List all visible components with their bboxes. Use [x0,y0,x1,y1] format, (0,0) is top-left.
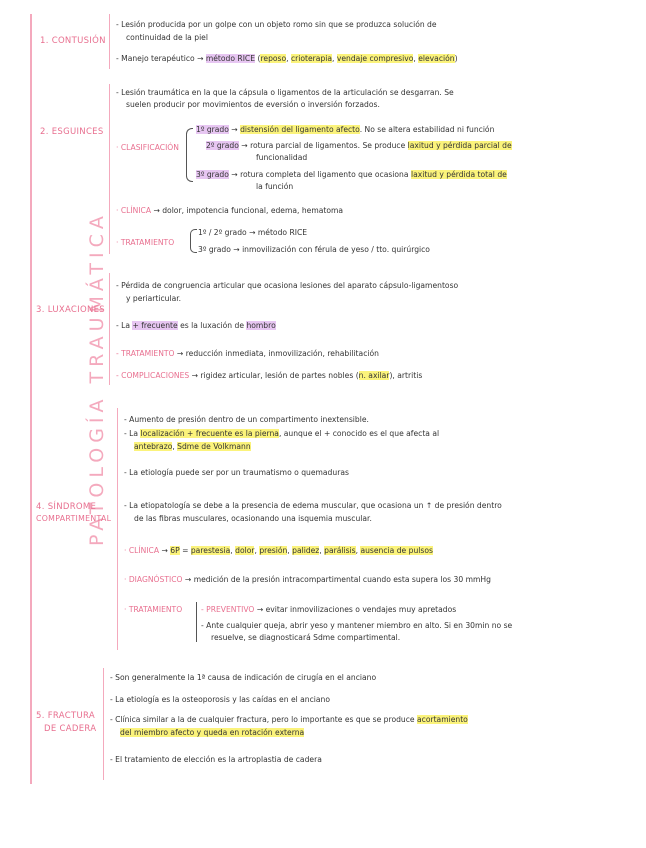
clinic-line: · CLÍNICA → dolor, impotencia funcional, edema, hematoma [116,206,344,215]
note-line: - Pérdida de congruencia articular que ocasiona lesiones del aparato cápsulo-ligamentoso [116,281,459,290]
section-divider [109,273,110,385]
section-heading-esguinces: 2. ESGUINCES [40,127,104,137]
note-line: - El tratamiento de elección es la artroplastia de cadera [110,755,322,764]
treatment-line: - TRATAMIENTO → reducción inmediata, inmovilización, rehabilitación [116,349,379,358]
note-line: antebrazo, Sdme de Volkmann [134,442,251,451]
section-divider [109,84,110,254]
treatment-line: 3º grado → inmovilización con férula de yeso / tto. quirúrgico [198,245,430,254]
section-divider [103,668,104,780]
classification-brace [186,128,193,182]
note-line: - La + frecuente es la luxación de hombro [116,321,276,330]
note-line: de las fibras musculares, ocasionando una isquemia muscular. [134,514,372,523]
grade-2-line: 2º grado → rotura parcial de ligamentos. Se produce laxitud y pérdida parcial de [206,141,512,150]
section-heading-compartimental-2: COMPARTIMENTAL [36,514,112,523]
treatment-label: · TRATAMIENTO [116,238,175,247]
note-line: del miembro afecto y queda en rotación externa [120,728,305,737]
treatment-line: 1º / 2º grado → método RICE [198,228,308,237]
note-line: y periarticular. [126,294,182,303]
grade-1-line: 1º grado → distensión del ligamento afecto. No se altera estabilidad ni función [196,125,495,134]
note-line: - La etiología puede ser por un traumatismo o quemaduras [124,468,349,477]
section-heading-contusion: 1. CONTUSIÓN [40,36,106,46]
note-line: la función [256,182,294,191]
section-divider [117,408,118,650]
section-heading-luxaciones: 3. LUXACIONES [36,305,105,315]
clinic-line: · CLÍNICA → 6P = parestesia, dolor, presión, palidez, parálisis, ausencia de pulsos [124,546,433,555]
diagnosis-line: · DIAGNÓSTICO → medición de la presión intracompartimental cuando esta supera los 30 mmHg [124,575,491,584]
note-line: - La etiología es la osteoporosis y las caídas en el anciano [110,695,331,704]
section-divider [109,14,110,69]
note-line: - La etiopatología se debe a la presencia de edema muscular, que ocasiona un ↑ de presión dentro [124,501,502,510]
note-line: suelen producir por movimientos de eversión o inversión forzados. [126,100,380,109]
treatment-line: resuelve, se diagnosticará Sdme compartimental. [211,633,401,642]
grade-3-line: 3º grado → rotura completa del ligamento que ocasiona laxitud y pérdida total de [196,170,507,179]
note-line: - Lesión producida por un golpe con un objeto romo sin que se produzca solución de [116,20,437,29]
note-line: - Aumento de presión dentro de un compartimento inextensible. [124,415,369,424]
section-heading-compartimental: 4. SÍNDROME [36,502,97,512]
classification-label: · CLASIFICACIÓN [116,143,179,152]
note-line: continuidad de la piel [126,33,208,42]
treatment-line: - Ante cualquier queja, abrir yeso y mantener miembro en alto. Si en 30min no se [201,621,513,630]
note-line: - Clínica similar a la de cualquier fractura, pero lo importante es que se produce acortamiento [110,715,468,724]
complications-line: - COMPLICACIONES → rigidez articular, lesión de partes nobles (n. axilar), artritis [116,371,423,380]
note-line: funcionalidad [256,153,308,162]
section-heading-cadera: 5. FRACTURA [36,711,95,721]
note-line: - Manejo terapéutico → método RICE (reposo, crioterapia, vendaje compresivo, elevación) [116,54,458,63]
note-line: - Son generalmente la 1ª causa de indicación de cirugía en el anciano [110,673,377,682]
note-line: - Lesión traumática en la que la cápsula o ligamentos de la articulación se desgarran. Se [116,88,454,97]
note-line: - La localización + frecuente es la pierna, aunque el + conocido es el que afecta al [124,429,440,438]
title-divider [30,14,32,784]
treatment-brace [190,229,197,253]
page-title: PATOLOGÍA TRAUMÁTICA [86,211,108,546]
treatment-line: - PREVENTIVO → evitar inmovilizaciones o vendajes muy apretados [201,605,457,614]
section-heading-cadera-2: DE CADERA [44,724,97,734]
treatment-label: · TRATAMIENTO [124,605,183,614]
